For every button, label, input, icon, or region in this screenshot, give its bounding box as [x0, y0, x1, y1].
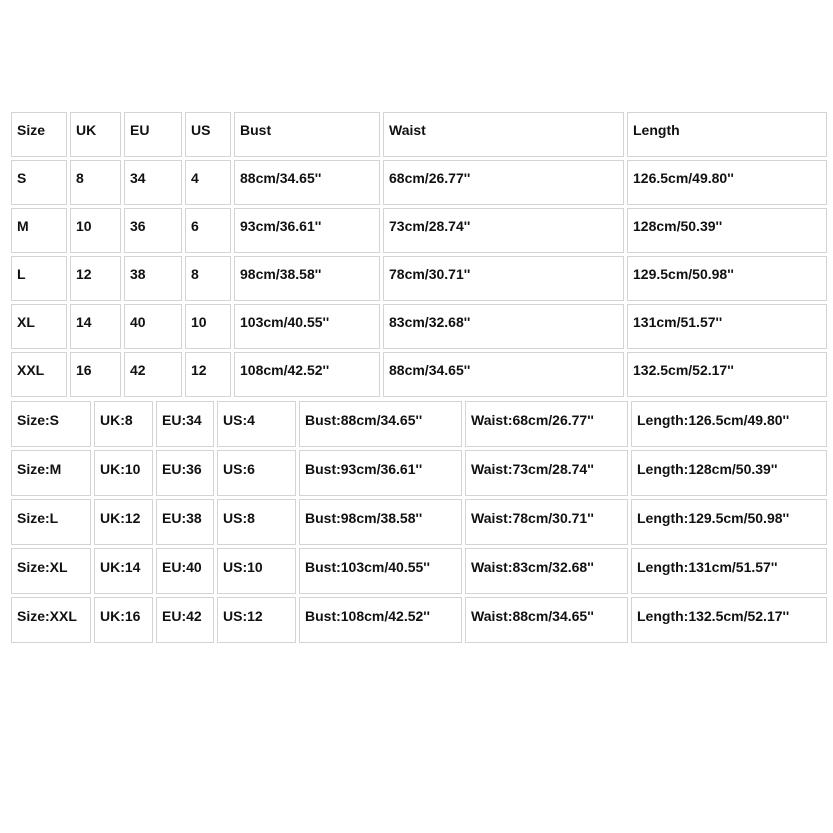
cell-length: Length:128cm/50.39'' [631, 450, 827, 496]
cell-eu: EU:40 [156, 548, 214, 594]
table-header-row [11, 112, 827, 157]
cell-us: 10 [185, 304, 231, 349]
size-chart-table [8, 109, 830, 400]
cell-us: 12 [185, 352, 231, 397]
cell-eu: EU:42 [156, 597, 214, 643]
cell-length: Length:129.5cm/50.98'' [631, 499, 827, 545]
cell-length: Length:126.5cm/49.80'' [631, 401, 827, 447]
table-row [11, 160, 827, 205]
cell-us: US:8 [217, 499, 296, 545]
cell-size: L [11, 256, 67, 301]
table-row [11, 304, 827, 349]
cell-us: 4 [185, 160, 231, 205]
cell-waist: Waist:88cm/34.65'' [465, 597, 628, 643]
cell-uk: 14 [70, 304, 121, 349]
cell-uk: 16 [70, 352, 121, 397]
cell-eu: 38 [124, 256, 182, 301]
cell-waist: Waist:78cm/30.71'' [465, 499, 628, 545]
cell-length: 128cm/50.39'' [627, 208, 827, 253]
header-size: Size [11, 112, 67, 157]
cell-eu: EU:34 [156, 401, 214, 447]
cell-waist: Waist:83cm/32.68'' [465, 548, 628, 594]
cell-uk: UK:14 [94, 548, 153, 594]
cell-eu: 34 [124, 160, 182, 205]
cell-length: 129.5cm/50.98'' [627, 256, 827, 301]
cell-eu: EU:36 [156, 450, 214, 496]
table-row [11, 450, 827, 496]
cell-length: 126.5cm/49.80'' [627, 160, 827, 205]
header-length: Length [627, 112, 827, 157]
cell-waist: Waist:68cm/26.77'' [465, 401, 628, 447]
cell-bust: 88cm/34.65'' [234, 160, 380, 205]
cell-waist: 73cm/28.74'' [383, 208, 624, 253]
cell-bust: 93cm/36.61'' [234, 208, 380, 253]
cell-waist: 88cm/34.65'' [383, 352, 624, 397]
cell-bust: Bust:98cm/38.58'' [299, 499, 462, 545]
cell-us: US:4 [217, 401, 296, 447]
table-row [11, 499, 827, 545]
cell-uk: UK:16 [94, 597, 153, 643]
cell-waist: 68cm/26.77'' [383, 160, 624, 205]
cell-uk: 12 [70, 256, 121, 301]
table-row [11, 548, 827, 594]
cell-length: 132.5cm/52.17'' [627, 352, 827, 397]
size-chart-labeled-table [8, 398, 830, 646]
table-row [11, 401, 827, 447]
cell-waist: 78cm/30.71'' [383, 256, 624, 301]
cell-us: US:6 [217, 450, 296, 496]
header-waist: Waist [383, 112, 624, 157]
cell-bust: 98cm/38.58'' [234, 256, 380, 301]
cell-us: US:12 [217, 597, 296, 643]
cell-eu: 40 [124, 304, 182, 349]
cell-uk: 8 [70, 160, 121, 205]
cell-size: Size:S [11, 401, 91, 447]
cell-uk: UK:12 [94, 499, 153, 545]
cell-bust: Bust:108cm/42.52'' [299, 597, 462, 643]
header-uk: UK [70, 112, 121, 157]
cell-bust: 108cm/42.52'' [234, 352, 380, 397]
cell-waist: Waist:73cm/28.74'' [465, 450, 628, 496]
cell-size: Size:M [11, 450, 91, 496]
cell-eu: 42 [124, 352, 182, 397]
cell-bust: Bust:88cm/34.65'' [299, 401, 462, 447]
header-us: US [185, 112, 231, 157]
cell-size: Size:XXL [11, 597, 91, 643]
cell-size: M [11, 208, 67, 253]
cell-us: US:10 [217, 548, 296, 594]
cell-bust: Bust:93cm/36.61'' [299, 450, 462, 496]
cell-length: Length:131cm/51.57'' [631, 548, 827, 594]
cell-uk: UK:10 [94, 450, 153, 496]
cell-us: 8 [185, 256, 231, 301]
cell-length: Length:132.5cm/52.17'' [631, 597, 827, 643]
cell-eu: 36 [124, 208, 182, 253]
cell-waist: 83cm/32.68'' [383, 304, 624, 349]
cell-bust: 103cm/40.55'' [234, 304, 380, 349]
cell-size: XXL [11, 352, 67, 397]
cell-us: 6 [185, 208, 231, 253]
header-eu: EU [124, 112, 182, 157]
cell-length: 131cm/51.57'' [627, 304, 827, 349]
table-row [11, 352, 827, 397]
table-row [11, 208, 827, 253]
table-row [11, 256, 827, 301]
cell-size: Size:L [11, 499, 91, 545]
cell-size: S [11, 160, 67, 205]
cell-eu: EU:38 [156, 499, 214, 545]
cell-size: Size:XL [11, 548, 91, 594]
cell-size: XL [11, 304, 67, 349]
table-row [11, 597, 827, 643]
header-bust: Bust [234, 112, 380, 157]
cell-uk: UK:8 [94, 401, 153, 447]
cell-bust: Bust:103cm/40.55'' [299, 548, 462, 594]
cell-uk: 10 [70, 208, 121, 253]
